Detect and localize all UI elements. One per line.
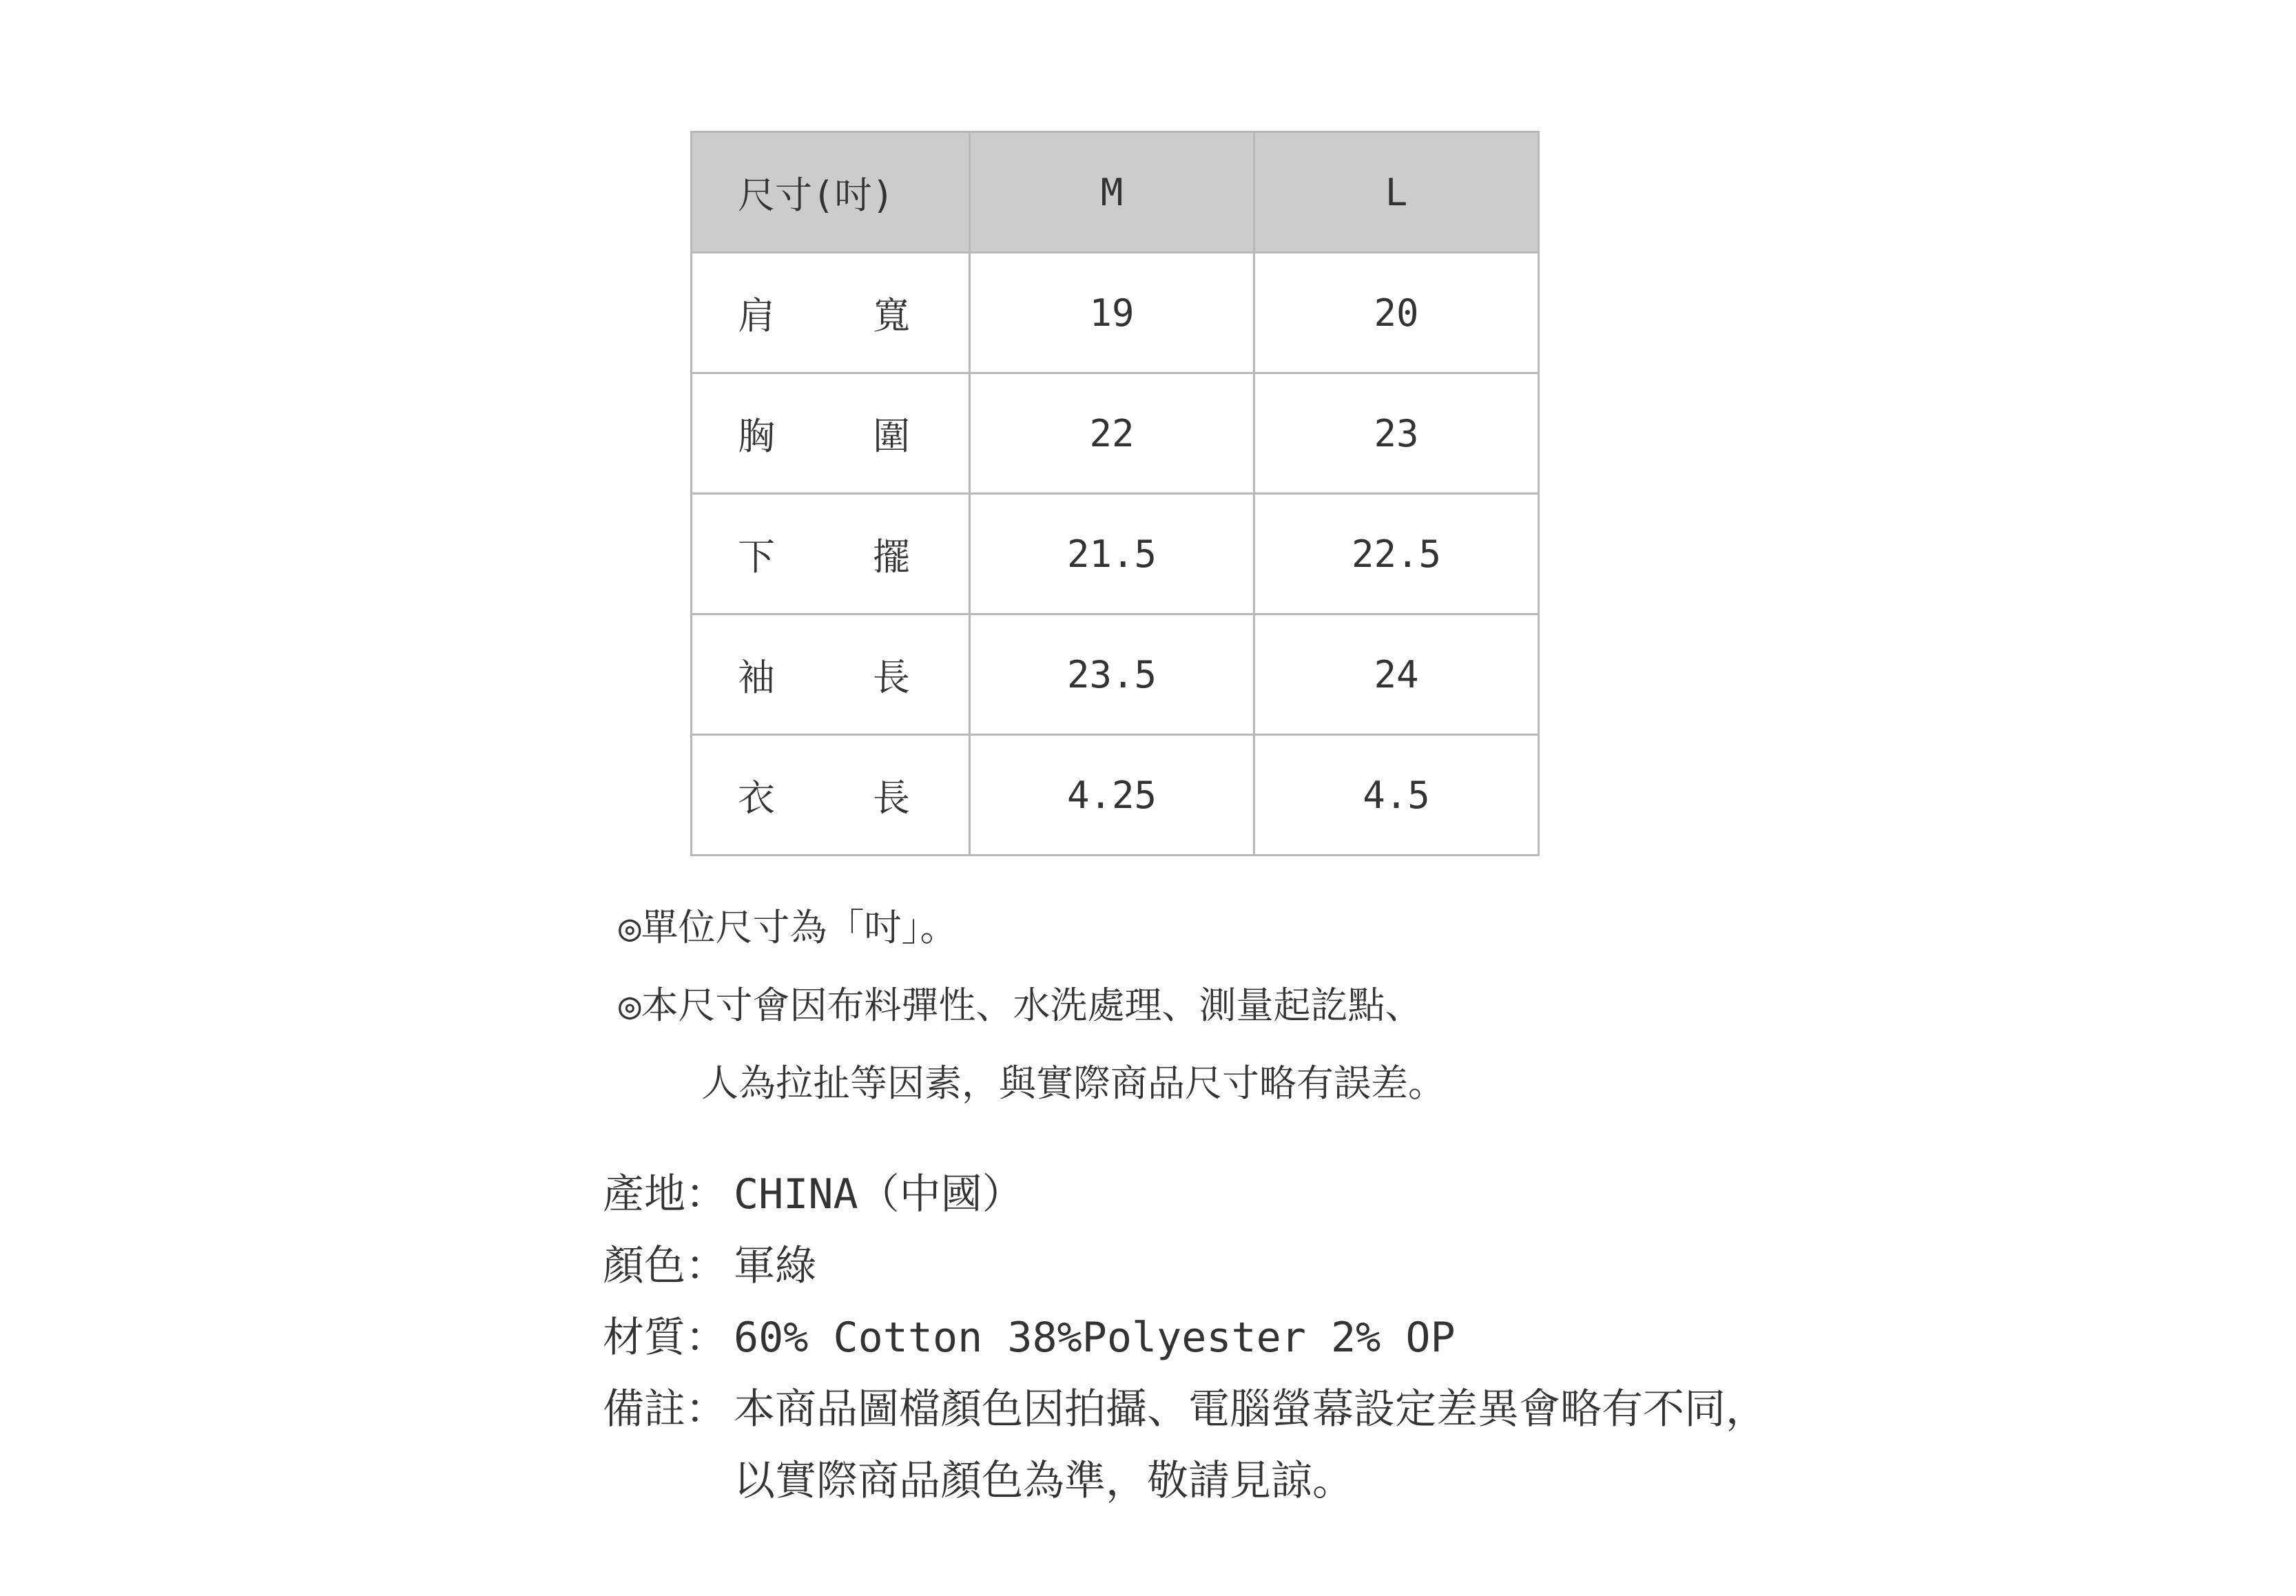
error-note-line1: ◎本尺寸會因布料彈性、水洗處理、測量起訖點、	[619, 984, 1423, 1027]
header-size-l: L	[1254, 132, 1539, 253]
value-l: 22.5	[1254, 494, 1539, 614]
table-row	[692, 373, 1539, 494]
unit-note: ◎單位尺寸為「吋」。	[619, 906, 958, 949]
row-label: 袖 長	[692, 614, 970, 735]
color-label: 顏色：	[603, 1242, 727, 1290]
table-row	[692, 614, 1539, 735]
color-value: 軍綠	[734, 1242, 816, 1290]
row-label: 下 擺	[692, 494, 970, 614]
row-label: 衣 長	[692, 735, 970, 856]
value-m: 21.5	[970, 494, 1254, 614]
remark-row	[603, 1374, 1767, 1445]
remark-line1: 本商品圖檔顏色因拍攝、電腦螢幕設定差異會略有不同，	[734, 1385, 1767, 1433]
size-table	[690, 131, 1540, 856]
material-value: 60% Cotton 38%Polyester 2% OP	[734, 1314, 1456, 1362]
remark-line2: 以實際商品顏色為準，敬請見諒。	[734, 1457, 1354, 1505]
value-l: 4.5	[1254, 735, 1539, 856]
value-l: 20	[1254, 253, 1539, 373]
origin-label: 產地：	[603, 1170, 727, 1219]
product-info	[603, 1159, 1767, 1517]
value-m: 4.25	[970, 735, 1254, 856]
row-label: 胸 圍	[692, 373, 970, 494]
size-table-header	[692, 132, 1539, 253]
value-l: 23	[1254, 373, 1539, 494]
origin-row	[603, 1159, 1767, 1230]
header-size-m: M	[970, 132, 1254, 253]
row-label: 肩 寬	[692, 253, 970, 373]
table-row	[692, 735, 1539, 856]
value-m: 19	[970, 253, 1254, 373]
value-m: 23.5	[970, 614, 1254, 735]
value-l: 24	[1254, 614, 1539, 735]
material-label: 材質：	[603, 1314, 727, 1362]
size-notes	[619, 889, 1445, 1122]
table-row	[692, 494, 1539, 614]
color-row	[603, 1230, 1767, 1302]
value-m: 22	[970, 373, 1254, 494]
origin-value: CHINA（中國）	[734, 1170, 1024, 1219]
remark-label: 備註：	[603, 1385, 727, 1433]
material-row	[603, 1302, 1767, 1374]
header-size-unit: 尺寸(吋)	[692, 132, 970, 253]
error-note-line2: 人為拉扯等因素，與實際商品尺寸略有誤差。	[701, 1061, 1445, 1105]
table-row	[692, 253, 1539, 373]
